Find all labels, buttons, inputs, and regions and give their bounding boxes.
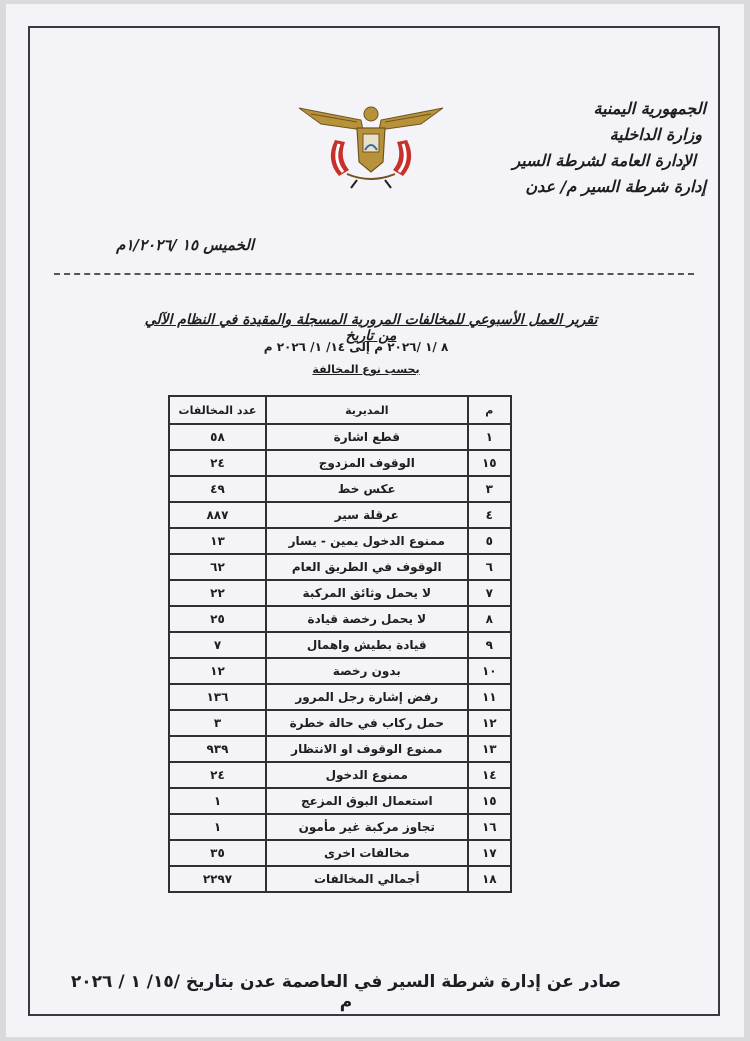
row-violation: رفض إشارة رجل المرور <box>266 684 468 710</box>
column-header-number: م <box>468 396 511 424</box>
row-violation: عرقلة سير <box>266 502 468 528</box>
ministry-header <box>512 96 706 200</box>
row-count: ١٣٦ <box>169 684 266 710</box>
row-violation: ممنوع الدخول <box>266 762 468 788</box>
row-number: ١ <box>468 424 511 450</box>
table-row <box>169 424 511 450</box>
header-ministry: وزارة الداخلية <box>609 125 702 144</box>
row-number: ٥ <box>468 528 511 554</box>
table-row <box>169 814 511 840</box>
row-count: ٣٥ <box>169 840 266 866</box>
table-row <box>169 476 511 502</box>
row-number: ١٣ <box>468 736 511 762</box>
report-subtitle: بحسب نوع المخالفة <box>312 363 420 376</box>
row-violation: الوقوف المزدوج <box>266 450 468 476</box>
row-count: ٢٢ <box>169 580 266 606</box>
document-date: الخميس ١٥ /١/٢٠٢٦م <box>116 236 254 254</box>
table-row <box>169 788 511 814</box>
row-number: ٧ <box>468 580 511 606</box>
row-count: ٧ <box>169 632 266 658</box>
row-count: ١٢ <box>169 658 266 684</box>
row-count: ٢٤ <box>169 450 266 476</box>
row-count: ١ <box>169 814 266 840</box>
row-count: ٥٨ <box>169 424 266 450</box>
table-row <box>169 684 511 710</box>
document-sheet <box>6 4 744 1037</box>
row-number: ١٢ <box>468 710 511 736</box>
table-row <box>169 736 511 762</box>
row-number: ١٠ <box>468 658 511 684</box>
row-number: ٨ <box>468 606 511 632</box>
total-row <box>169 866 511 892</box>
row-violation: لا يحمل وثائق المركبة <box>266 580 468 606</box>
row-count: ٢٥ <box>169 606 266 632</box>
table-row <box>169 710 511 736</box>
row-violation: ممنوع الدخول يمين - يسار <box>266 528 468 554</box>
row-violation: استعمال البوق المزعج <box>266 788 468 814</box>
total-count: ٢٢٩٧ <box>169 866 266 892</box>
row-number: ١٦ <box>468 814 511 840</box>
row-count: ١ <box>169 788 266 814</box>
row-count: ٨٨٧ <box>169 502 266 528</box>
total-label: أجمالي المخالفات <box>266 866 468 892</box>
table-row <box>169 450 511 476</box>
row-violation: بدون رخصة <box>266 658 468 684</box>
row-count: ١٣ <box>169 528 266 554</box>
row-count: ٩٣٩ <box>169 736 266 762</box>
row-number: ١١ <box>468 684 511 710</box>
table-row <box>169 528 511 554</box>
issued-by-footer: صادر عن إدارة شرطة السير في العاصمة عدن بتاريخ /١٥/ ١ / ٢٠٢٦ م <box>70 972 622 1012</box>
total-number: ١٨ <box>468 866 511 892</box>
table-row <box>169 658 511 684</box>
report-title: تقرير العمل الأسبوعي للمخالفات المرورية المسجلة والمقيدة في النظام الآلي من تاريخ <box>144 312 598 344</box>
row-count: ٦٢ <box>169 554 266 580</box>
table-header-row <box>169 396 511 424</box>
row-number: ١٥ <box>468 788 511 814</box>
table-row <box>169 762 511 788</box>
table-row <box>169 632 511 658</box>
header-country: الجمهورية اليمنية <box>593 99 706 118</box>
row-violation: تجاوز مركبة غير مأمون <box>266 814 468 840</box>
report-period: ٨ /١ /٢٠٢٦ م إلى ١٤/ ١/ ٢٠٢٦ م <box>263 340 449 354</box>
dashed-divider <box>54 273 694 275</box>
table-row <box>169 840 511 866</box>
row-number: ٤ <box>468 502 511 528</box>
row-violation: لا يحمل رخصة قيادة <box>266 606 468 632</box>
row-violation: قيادة بطيش واهمال <box>266 632 468 658</box>
row-violation: قطع اشارة <box>266 424 468 450</box>
row-violation: ممنوع الوقوف او الانتظار <box>266 736 468 762</box>
row-number: ٣ <box>468 476 511 502</box>
row-number: ٩ <box>468 632 511 658</box>
row-number: ١٤ <box>468 762 511 788</box>
header-office: إدارة شرطة السير م/ عدن <box>525 177 706 196</box>
column-header-violation: المديرية <box>266 396 468 424</box>
row-count: ٤٩ <box>169 476 266 502</box>
row-number: ١٧ <box>468 840 511 866</box>
row-violation: عكس خط <box>266 476 468 502</box>
table-row <box>169 606 511 632</box>
row-violation: مخالفات اخرى <box>266 840 468 866</box>
table-row <box>169 502 511 528</box>
table-row <box>169 554 511 580</box>
row-number: ٦ <box>468 554 511 580</box>
yemen-eagle-emblem-icon <box>291 100 451 190</box>
row-violation: الوقوف في الطريق العام <box>266 554 468 580</box>
violations-table <box>168 395 512 893</box>
column-header-count: عدد المخالفات <box>169 396 266 424</box>
row-number: ١٥ <box>468 450 511 476</box>
table-row <box>169 580 511 606</box>
row-count: ٢٤ <box>169 762 266 788</box>
row-count: ٣ <box>169 710 266 736</box>
row-violation: حمل ركاب في حالة خطرة <box>266 710 468 736</box>
header-department: الإدارة العامة لشرطة السير <box>512 151 696 170</box>
